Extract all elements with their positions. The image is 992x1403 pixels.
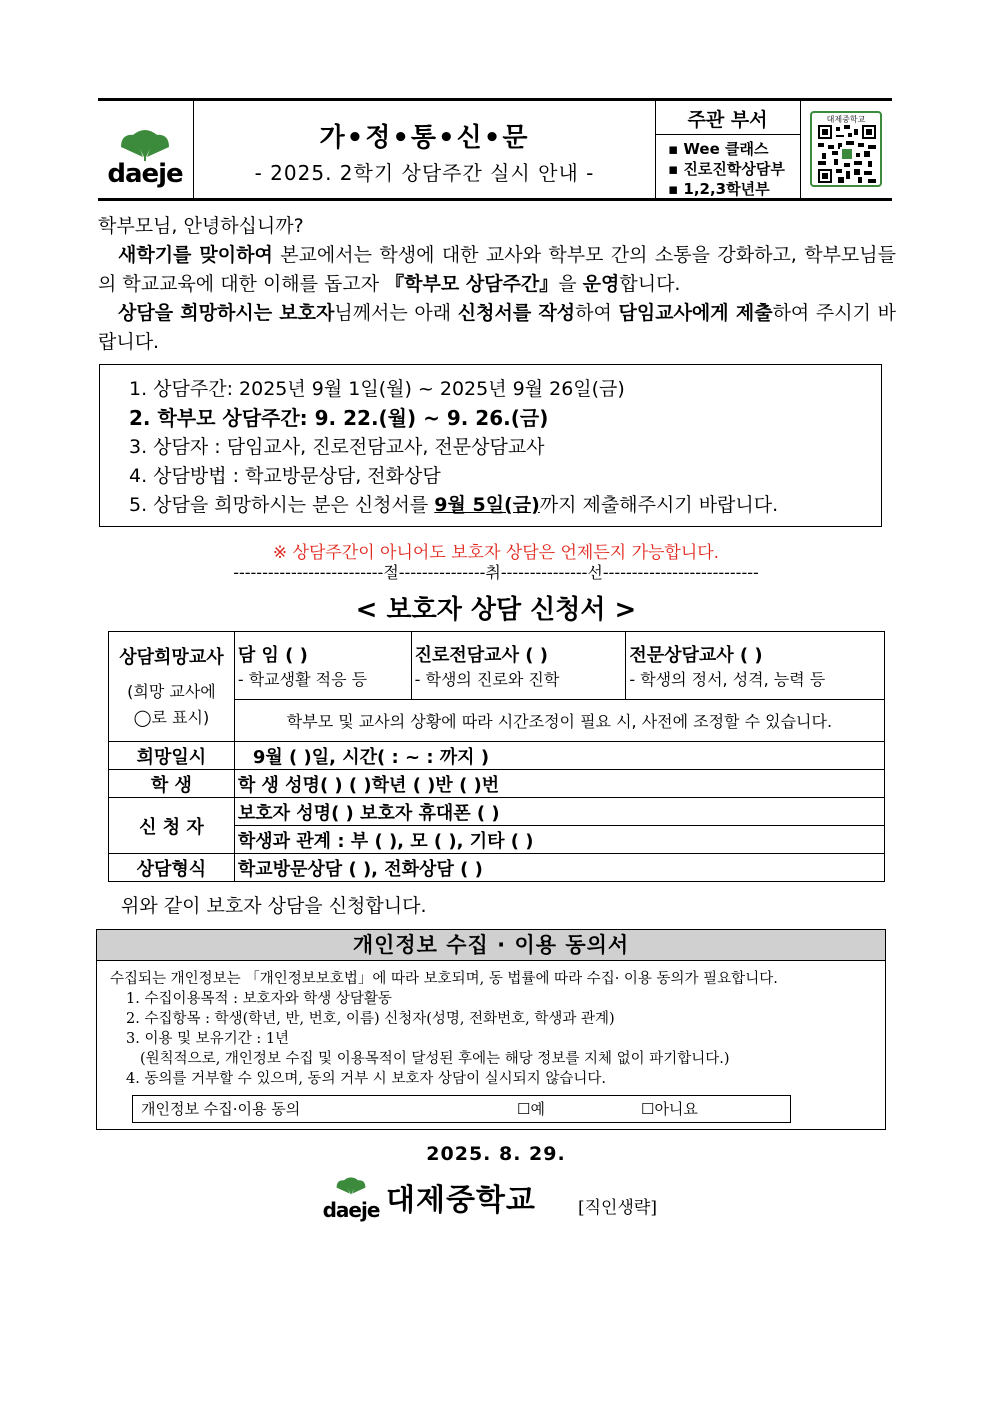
- dept-list: [668, 139, 785, 199]
- intro-paragraph-1: 새학기를 맞이하여 본교에서는 학생에 대한 교사와 학부모 간의 소통을 강화하고, 학부모님들의 학교교육에 대한 이해를 돕고자 『학부모 상담주간』을 운영합니다.: [98, 244, 896, 295]
- career-teacher-option[interactable]: 진로전담교사 ( ) - 학생의 진로와 진학: [411, 632, 626, 700]
- consent-no-checkbox[interactable]: ☐아니요: [641, 1100, 698, 1118]
- application-form: [108, 631, 885, 882]
- date-label: 희망일시: [109, 742, 235, 770]
- privacy-intro: 수집되는 개인정보는 「개인정보보호법」에 따라 보호되며, 동 법률에 따라 수집· 이용 동의가 필요합니다.: [110, 971, 778, 987]
- qr-label: 대제중학교: [826, 115, 866, 124]
- adjust-note: 학부모 및 교사의 상황에 따라 시간조정이 필요 시, 사전에 조정할 수 있습니다.: [234, 700, 884, 742]
- dept-item: ▪ Wee 클래스: [668, 140, 769, 158]
- privacy-consent-box: [96, 929, 886, 1130]
- privacy-item: 2. 수집항목 : 학생(학년, 반, 번호, 이름) 신청자(성명, 전화번호, 학생과 관계): [126, 1011, 615, 1027]
- homeroom-option[interactable]: 담 임 ( ) - 학교생활 적응 등: [234, 632, 411, 700]
- letter-title: 가•정•통•신•문: [319, 123, 530, 153]
- schedule-item: 5. 상담을 희망하시는 분은 신청서를 9월 5일(금)까지 제출해주시기 바랍니다.: [129, 494, 779, 516]
- schedule-item: 1. 상담주간: 2025년 9월 1일(월) ~ 2025년 9월 26일(금): [129, 378, 625, 400]
- privacy-item-note: (원칙적으로, 개인정보 수집 및 이용목적이 달성된 후에는 해당 정보를 지체 없이 파기합니다.): [140, 1051, 730, 1067]
- type-label: 상담형식: [109, 854, 235, 882]
- consent-yes-checkbox[interactable]: ☐예: [517, 1100, 545, 1118]
- letter-subtitle: - 2025. 2학기 상담주간 실시 안내 -: [254, 161, 595, 185]
- intro-text: [98, 212, 896, 357]
- type-field[interactable]: 학교방문상담 ( ), 전화상담 ( ): [234, 854, 884, 882]
- consent-row: [132, 1095, 791, 1123]
- dept-item: ▪ 진로진학상담부: [668, 160, 785, 178]
- privacy-item: 3. 이용 및 보유기간 : 1년: [126, 1031, 290, 1047]
- logo-wordmark: daeje: [107, 159, 183, 189]
- privacy-item: 4. 동의를 거부할 수 있으며, 동의 거부 시 보호자 상담이 실시되지 않습니다.: [126, 1071, 606, 1087]
- student-field[interactable]: 학 생 성명( ) ( )학년 ( )반 ( )번: [234, 770, 884, 798]
- cut-line: --------------------------절---------------취---------------선---------------------------: [233, 563, 759, 582]
- footer-logo: [322, 1172, 380, 1222]
- teacher-label-cell: 상담희망교사 (희망 교사에 ◯로 표시): [109, 632, 235, 742]
- applicant-label: 신 청 자: [109, 798, 235, 854]
- schedule-item: 3. 상담자 : 담임교사, 진로전담교사, 전문상담교사: [129, 436, 545, 458]
- school-logo: [103, 121, 187, 189]
- consent-label: 개인정보 수집·이용 동의: [141, 1100, 301, 1118]
- application-statement: 위와 같이 보호자 상담을 신청합니다.: [121, 895, 427, 917]
- guardian-field[interactable]: 보호자 성명( ) 보호자 휴대폰 ( ): [234, 798, 884, 826]
- qr-code-box[interactable]: [810, 111, 882, 187]
- student-label: 학 생: [109, 770, 235, 798]
- privacy-title: 개인정보 수집 · 이용 동의서: [97, 930, 885, 961]
- seal-omitted: [직인생략]: [578, 1198, 657, 1218]
- notice-text: ※ 상담주간이 아니어도 보호자 상담은 언제든지 가능합니다.: [272, 543, 720, 563]
- dept-heading: 주관 부서: [687, 109, 768, 131]
- counselor-option[interactable]: 전문상담교사 ( ) - 학생의 정서, 성격, 능력 등: [626, 632, 885, 700]
- privacy-item: 1. 수집이용목적 : 보호자와 학생 상담활동: [126, 991, 392, 1007]
- privacy-body: [110, 969, 778, 1089]
- intro-paragraph-2: 상담을 희망하시는 보호자님께서는 아래 신청서를 작성하여 담임교사에게 제출하여 주시기 바랍니다.: [98, 302, 896, 353]
- school-name: 대제중학교: [386, 1183, 536, 1218]
- schedule-item: 2. 학부모 상담주간: 9. 22.(월) ~ 9. 26.(금): [129, 406, 549, 430]
- ginkgo-leaf-icon: [103, 121, 187, 161]
- letter-header: [98, 98, 892, 201]
- footer-logo-wordmark: daeje: [322, 1198, 380, 1222]
- qr-code-icon: [818, 125, 876, 183]
- schedule-box: [99, 364, 882, 527]
- dept-item: ▪ 1,2,3학년부: [668, 180, 770, 198]
- issue-date: 2025. 8. 29.: [426, 1143, 566, 1165]
- relation-field[interactable]: 학생과 관계 : 부 ( ), 모 ( ), 기타 ( ): [234, 826, 884, 854]
- schedule-item: 4. 상담방법 : 학교방문상담, 전화상담: [129, 465, 441, 487]
- form-title: < 보호자 상담 신청서 >: [355, 595, 637, 625]
- date-field[interactable]: 9월 ( )일, 시간( : ~ : 까지 ): [234, 742, 884, 770]
- greeting: 학부모님, 안녕하십니까?: [98, 215, 304, 237]
- ginkgo-leaf-icon: [322, 1172, 380, 1196]
